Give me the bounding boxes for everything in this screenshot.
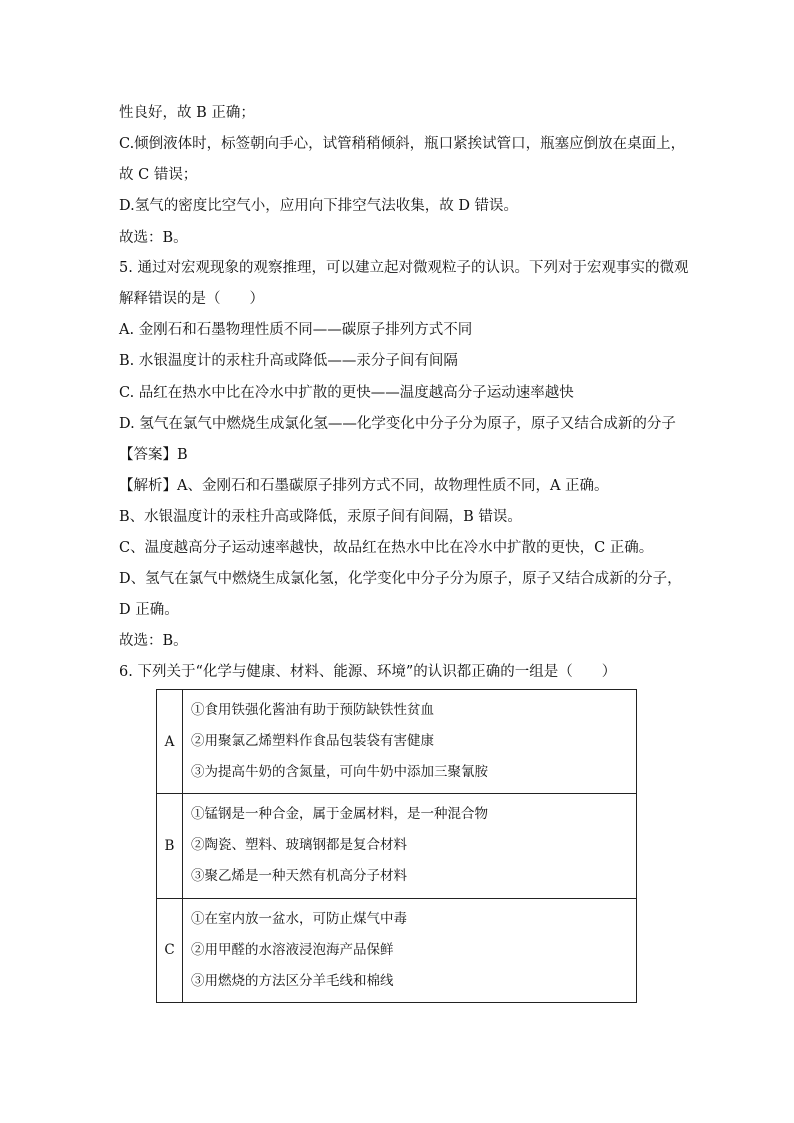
analysis-line: C、温度越高分子运动速率越快，故品红在热水中比在冷水中扩散的更快，C 正确。 [119, 540, 654, 556]
analysis-line: 故选：B。 [119, 633, 188, 649]
option-letter: A [157, 690, 183, 794]
answer-label: 【答案】B [119, 447, 188, 463]
table-row [157, 898, 637, 1002]
text-line: 性良好，故 B 正确； [119, 105, 255, 121]
question-5-option-c: C. 品红在热水中比在冷水中扩散的更快——温度越高分子运动速率越快 [119, 385, 574, 401]
list-item: ③为提高牛奶的含氮量，可向牛奶中添加三聚氰胺 [191, 764, 488, 781]
analysis-line: B、水银温度计的汞柱升高或降低，汞原子间有间隔，B 错误。 [119, 509, 522, 525]
table-row [157, 690, 637, 794]
list-item: ③用燃烧的方法区分羊毛线和棉线 [191, 972, 394, 989]
table-row [157, 794, 637, 898]
list-item: ①锰钢是一种合金，属于金属材料，是一种混合物 [191, 806, 488, 823]
list-item: ③聚乙烯是一种天然有机高分子材料 [191, 868, 407, 885]
question-5-option-b: B. 水银温度计的汞柱升高或降低——汞分子间有间隔 [119, 353, 458, 369]
option-content [183, 898, 637, 1002]
text-line: 故选：B。 [119, 230, 188, 246]
question-5-stem: 解释错误的是（ ） [119, 291, 264, 307]
text-line: C.倾倒液体时，标签朝向手心，试管稍稍倾斜，瓶口紧挨试管口，瓶塞应倒放在桌面上， [119, 136, 686, 152]
list-item: ②陶瓷、塑料、玻璃钢都是复合材料 [191, 837, 407, 854]
list-item: ①食用铁强化酱油有助于预防缺铁性贫血 [191, 702, 434, 719]
option-content [183, 690, 637, 794]
text-line: 故 C 错误； [119, 167, 198, 183]
analysis-line: 【解析】A、金刚石和石墨碳原子排列方式不同，故物理性质不同，A 正确。 [119, 478, 609, 494]
analysis-line: D、氢气在氯气中燃烧生成氯化氢，化学变化中分子分为原子，原子又结合成新的分子， [119, 571, 682, 587]
list-item: ②用聚氯乙烯塑料作食品包装袋有害健康 [191, 733, 434, 750]
option-letter: B [157, 794, 183, 898]
list-item: ①在室内放一盆水，可防止煤气中毒 [191, 910, 407, 927]
question-5-stem: 5. 通过对宏观现象的观察推理，可以建立起对微观粒子的认识。下列对于宏观事实的微观 [119, 260, 689, 276]
question-5-option-a: A. 金刚石和石墨物理性质不同——碳原子排列方式不同 [119, 322, 473, 338]
question-6-stem: 6. 下列关于“化学与健康、材料、能源、环境”的认识都正确的一组是（ ） [119, 664, 617, 680]
question-5-option-d: D. 氢气在氯气中燃烧生成氯化氢——化学变化中分子分为原子，原子又结合成新的分子 [119, 416, 676, 432]
options-table [156, 689, 637, 1003]
analysis-line: D 正确。 [119, 602, 179, 618]
option-letter: C [157, 898, 183, 1002]
option-content [183, 794, 637, 898]
list-item: ②用甲醛的水溶液浸泡海产品保鲜 [191, 941, 394, 958]
text-line: D.氢气的密度比空气小，应用向下排空气法收集，故 D 错误。 [119, 198, 519, 214]
